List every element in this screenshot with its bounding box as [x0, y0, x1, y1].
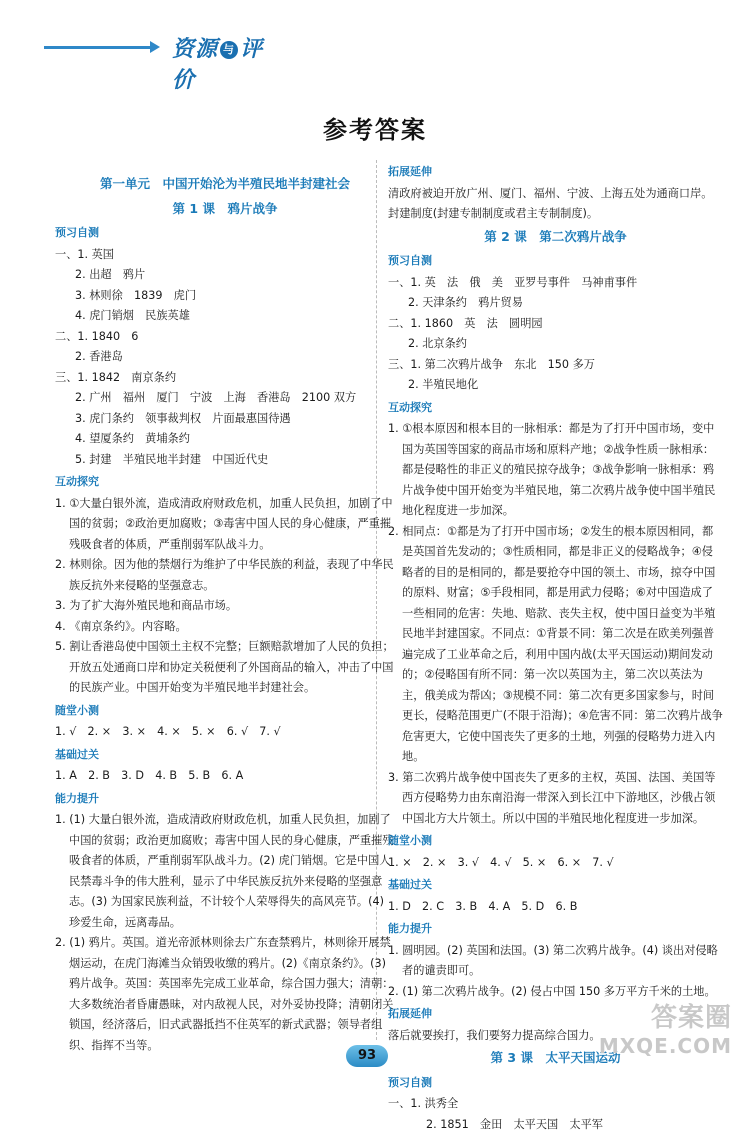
lesson-title: 第 2 课 第二次鸦片战争 — [388, 227, 723, 248]
left-column — [55, 160, 395, 1056]
answer-paragraph: 3. 为了扩大海外殖民地和商品市场。 — [55, 596, 395, 617]
answer-paragraph: 3. 第二次鸦片战争使中国丧失了更多的主权，英国、法国、美国等西方侵略势力由东南沿海一带深入到长江中下游地区，沙俄占领中国北方大片领土。所以中国的半殖民地化程度进一步加深。 — [388, 768, 723, 830]
answer-line: 2. 北京条约 — [388, 334, 723, 355]
answer-line: 2. 广州 福州 厦门 宁波 上海 香港岛 2100 双方 — [55, 388, 395, 409]
answer-line: 2. 天津条约 鸦片贸易 — [388, 293, 723, 314]
watermark-top: 答案圈 — [599, 1004, 732, 1032]
section-heading: 拓展延伸 — [388, 162, 723, 183]
unit-title: 第一单元 中国开始沦为半殖民地半封建社会 — [55, 174, 395, 195]
answer-paragraph: 2. (1) 鸦片。英国。道光帝派林则徐去广东查禁鸦片，林则徐开展禁烟运动，在虎门海滩当众销毁收缴的鸦片。(2)《南京条约》。(3) 鸦片战争。英国：英国率先完成工业革命，综合国力强大；清朝：大多数统治者昏庸愚昧，对内敌视人民，对外妥协投降；清朝闭关锁国，经济落后，旧式武器抵挡不住英军的新式武器；领导者组织、指挥不当等。 — [55, 933, 395, 1056]
site-watermark — [599, 1004, 732, 1060]
answer-line: 3. 林则徐 1839 虎门 — [55, 286, 395, 307]
section-heading: 能力提升 — [388, 919, 723, 940]
answer-paragraph: 4. 《南京条约》。内容略。 — [55, 617, 395, 638]
page-number: 93 — [346, 1045, 388, 1067]
answer-line: 2. 出超 鸦片 — [55, 265, 395, 286]
answer-line: 1. D 2. C 3. B 4. A 5. D 6. B — [388, 897, 723, 918]
right-column — [388, 160, 723, 1135]
answer-line: 1. √ 2. × 3. × 4. × 5. × 6. √ 7. √ — [55, 722, 395, 743]
answer-line: 一、1. 英 法 俄 美 亚罗号事件 马神甫事件 — [388, 273, 723, 294]
answer-paragraph: 1. (1) 大量白银外流，造成清政府财政危机，加重人民负担，加剧了中国的贫弱；政治更加腐败；毒害中国人民的身心健康，严重摧残吸食者的体质，严重削弱军队战斗力。(2) 虎门销烟。它是中国人民禁毒斗争的伟大胜利，显示了中华民族反抗外来侵略的坚强意志。(3) 为国家民族利益，不计较个人荣辱得失的高风亮节。(4) 珍爱生命，远离毒品。 — [55, 810, 395, 933]
series-logo — [172, 32, 284, 94]
answer-paragraph: 清政府被迫开放广州、厦门、福州、宁波、上海五处为通商口岸。 — [388, 184, 723, 205]
answer-line: 一、1. 英国 — [55, 245, 395, 266]
answer-line: 1. × 2. × 3. √ 4. √ 5. × 6. × 7. √ — [388, 853, 723, 874]
answer-paragraph: 2. 相同点：①都是为了打开中国市场；②发生的根本原因相同，都是英国首先发动的；③性质相同，都是非正义的侵略战争；④侵略者的目的是相同的，都是要抢夺中国的领土、市场，掠夺中国的原料、财富；⑤手段相同，都是用武力侵略；⑥对中国造成了一些相同的危害：失地、赔款、丧失主权，使中国日益变为半殖民地半封建国家。不同点：①背景不同：第二次是在欧美列强普遍完成了工业革命之后，利用中国内战(太平天国运动)期间发动的；②侵略国有所不同：第一次以英国为主，第二次以英法为主，俄美成为帮凶；③规模不同：第二次有更多国家参与，时间更长，侵略范围更广(不限于沿海)；④危害不同：第二次鸦片战争危害更大，它使中国丧失了更多的土地，列强的侵略势力进入内地。 — [388, 522, 723, 768]
answer-paragraph: 1. ①大量白银外流，造成清政府财政危机，加重人民负担，加剧了中国的贫弱；②政治更加腐败；③毒害中国人民的身心健康，严重摧残吸食者的体质，严重削弱军队战斗力。 — [55, 494, 395, 556]
answer-line: 三、1. 1842 南京条约 — [55, 368, 395, 389]
watermark-bottom: MXQE.COM — [599, 1032, 732, 1060]
answer-line: 5. 封建 半殖民地半封建 中国近代史 — [55, 450, 395, 471]
answer-line: 2. 半殖民地化 — [388, 375, 723, 396]
section-heading: 互动探究 — [388, 398, 723, 419]
answer-line: 二、1. 1860 英 法 圆明园 — [388, 314, 723, 335]
answer-line: 一、1. 洪秀全 — [388, 1094, 723, 1115]
logo-text-b: 评价 — [172, 37, 263, 93]
answer-paragraph: 2. (1) 第二次鸦片战争。(2) 侵占中国 150 多万平方千米的土地。 — [388, 982, 723, 1003]
answer-paragraph: 1. ①根本原因和根本目的一脉相承：都是为了打开中国市场，变中国为英国等国家的商品市场和原料产地；②战争性质一脉相承：都是侵略性的非正义的殖民掠夺战争；③战争影响一脉相承：鸦片战争使中国开始变为半殖民地，第二次鸦片战争使中国半殖民地化程度进一步加深。 — [388, 419, 723, 522]
answer-line: 2. 香港岛 — [55, 347, 395, 368]
section-heading: 随堂小测 — [388, 831, 723, 852]
book-header — [44, 30, 284, 70]
section-heading: 互动探究 — [55, 472, 395, 493]
section-heading: 基础过关 — [388, 875, 723, 896]
answer-paragraph: 落后就要挨打，我们要努力提高综合国力。 — [388, 1026, 723, 1047]
answer-line: 二、1. 1840 6 — [55, 327, 395, 348]
section-heading: 能力提升 — [55, 789, 395, 810]
section-heading: 预习自测 — [388, 251, 723, 272]
answer-line: 三、1. 第二次鸦片战争 东北 150 多万 — [388, 355, 723, 376]
answer-line: 4. 虎门销烟 民族英雄 — [55, 306, 395, 327]
answer-line: 4. 望厦条约 黄埔条约 — [55, 429, 395, 450]
answer-paragraph: 5. 割让香港岛使中国领土主权不完整；巨额赔款增加了人民的负担；开放五处通商口岸和协定关税便利了外国商品的输入，冲击了中国的民族产业。中国开始变为半殖民地半封建社会。 — [55, 637, 395, 699]
section-heading: 预习自测 — [55, 223, 395, 244]
page-title: 参考答案 — [0, 110, 750, 145]
logo-text-a: 资源 — [172, 37, 218, 62]
answer-line: 1. A 2. B 3. D 4. B 5. B 6. A — [55, 766, 395, 787]
answer-paragraph: 1. 圆明园。(2) 英国和法国。(3) 第二次鸦片战争。(4) 谈出对侵略者的谴责即可。 — [388, 941, 723, 982]
section-heading: 基础过关 — [55, 745, 395, 766]
section-heading: 预习自测 — [388, 1073, 723, 1094]
header-arrow-line — [44, 46, 152, 49]
section-heading: 随堂小测 — [55, 701, 395, 722]
answer-line: 3. 虎门条约 领事裁判权 片面最惠国待遇 — [55, 409, 395, 430]
answer-line: 2. 1851 金田 太平天国 太平军 — [388, 1115, 723, 1135]
section-heading: 拓展延伸 — [388, 1004, 723, 1025]
lesson-title: 第 3 课 太平天国运动 — [388, 1048, 723, 1069]
answer-paragraph: 封建制度(封建专制制度或君主专制制度)。 — [388, 204, 723, 225]
lesson-title: 第 1 课 鸦片战争 — [55, 199, 395, 220]
logo-yu-badge: 与 — [220, 41, 238, 59]
answer-paragraph: 2. 林则徐。因为他的禁烟行为维护了中华民族的利益，表现了中华民族反抗外来侵略的坚强意志。 — [55, 555, 395, 596]
